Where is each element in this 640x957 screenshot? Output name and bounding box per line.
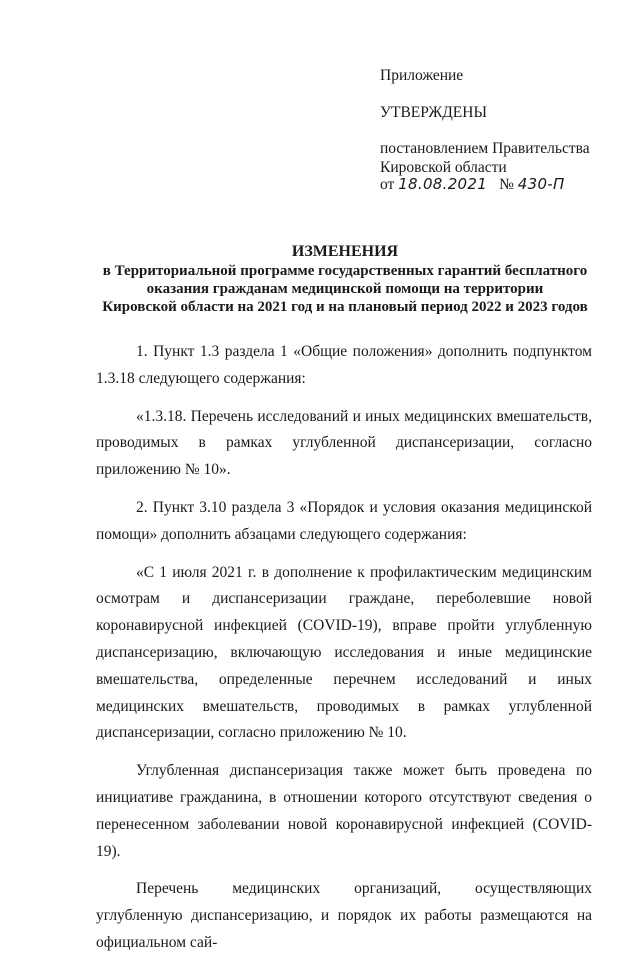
paragraph-6: Перечень медицинских организаций, осуществляющих углубленную диспансеризацию, и порядок их работы размещаются на официальном сай- <box>96 880 592 951</box>
title-main: ИЗМЕНЕНИЯ <box>291 243 399 260</box>
title-line-3: Кировской области на 2021 год и на плановый период 2022 и 2023 годов <box>102 299 588 315</box>
paragraph-5: Углубленная диспансеризация также может быть проведена по инициативе гражданина, в отношении которого отсутствуют сведения о перенесенном заболевании новой коронавирусной инфекцией (COVID-19). <box>96 762 592 860</box>
document-title <box>95 243 595 316</box>
decree-date: 18.08.2021 <box>398 175 488 193</box>
title-line-1: в Территориальной программе государственных гарантий бесплатного <box>102 263 588 279</box>
decree-number: 430-П <box>517 175 565 193</box>
title-line-2: оказания гражданам медицинской помощи на территории <box>146 281 544 297</box>
approved-label: УТВЕРЖДЕНЫ <box>380 104 487 121</box>
paragraph-2: «1.3.18. Перечень исследований и иных медицинских вмешательств, проводимых в рамках углубленной диспансеризации, согласно приложению № 10». <box>96 407 592 479</box>
paragraph-1: 1. Пункт 1.3 раздела 1 «Общие положения» дополнить подпунктом 1.3.18 следующего содержания: <box>96 343 592 387</box>
paragraph-4: «С 1 июля 2021 г. в дополнение к профилактическим медицинским осмотрам и диспансеризации граждане, переболевшие новой коронавирусной инфекцией (COVID-19), вправе пройти углубленную диспансеризацию, включающую исследования и иные медицинские вмешательства, определенные перечнем исследований и иных медицинских вмешательств, проводимых в рамках углубленной диспансеризации, согласно приложению № 10. <box>96 563 592 742</box>
date-prefix: от <box>380 176 395 193</box>
appendix-label: Приложение <box>380 67 464 84</box>
decree-date-line <box>380 175 565 194</box>
number-prefix: № <box>499 176 514 193</box>
decree-authority: постановлением Правительства <box>380 140 590 157</box>
document-body <box>96 339 592 957</box>
decree-region: Кировской области <box>380 159 507 176</box>
paragraph-3: 2. Пункт 3.10 раздела 3 «Порядок и условия оказания медицинской помощи» дополнить абзацами следующего содержания: <box>96 498 592 543</box>
